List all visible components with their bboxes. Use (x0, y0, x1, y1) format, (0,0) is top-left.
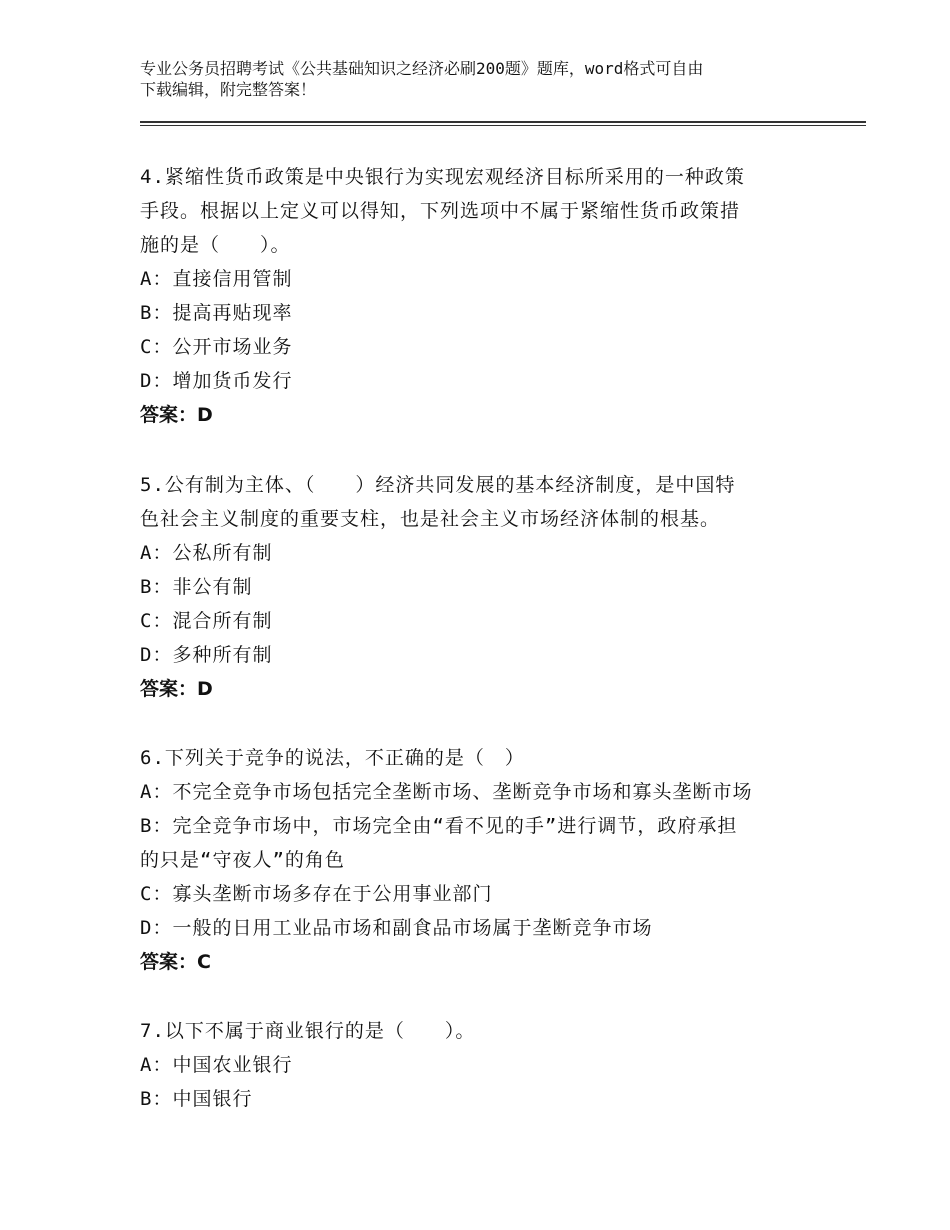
option-d: D：增加货币发行 (140, 370, 293, 392)
option-c: C：混合所有制 (140, 610, 273, 632)
header-divider (140, 121, 866, 123)
option-b: B：提高再贴现率 (140, 302, 293, 324)
option-b: B：中国银行 (140, 1088, 253, 1110)
question-stem-line: 4.紧缩性货币政策是中央银行为实现宏观经济目标所采用的一种政策 (140, 166, 745, 188)
question-4 (140, 160, 820, 432)
option-a: A：不完全竞争市场包括完全垄断市场、垄断竞争市场和寡头垄断市场 (140, 781, 753, 803)
question-6 (140, 741, 820, 979)
option-a: A：中国农业银行 (140, 1054, 293, 1076)
option-a: A：公私所有制 (140, 542, 273, 564)
option-d: D：多种所有制 (140, 644, 273, 666)
question-stem-line: 施的是（ ）。 (140, 234, 291, 256)
option-b: B：完全竞争市场中，市场完全由“看不见的手”进行调节，政府承担 (140, 815, 738, 837)
question-stem-line: 5.公有制为主体、（ ）经济共同发展的基本经济制度，是中国特 (140, 474, 736, 496)
option-c: C：公开市场业务 (140, 336, 293, 358)
option-b: B：非公有制 (140, 576, 253, 598)
answer-label: 答案：C (140, 951, 211, 973)
question-stem-line: 6.下列关于竞争的说法，不正确的是（ ） (140, 747, 525, 769)
document-header (140, 58, 820, 100)
question-stem-line: 手段。根据以上定义可以得知，下列选项中不属于紧缩性货币政策措 (140, 200, 741, 222)
option-a: A：直接信用管制 (140, 268, 293, 290)
question-5 (140, 468, 820, 706)
question-7 (140, 1014, 820, 1116)
header-line-1: 专业公务员招聘考试《公共基础知识之经济必刷200题》题库，word格式可自由 (140, 59, 704, 78)
answer-label: 答案：D (140, 678, 213, 700)
option-c: C：寡头垄断市场多存在于公用事业部门 (140, 883, 493, 905)
question-stem-line: 7.以下不属于商业银行的是（ ）。 (140, 1020, 476, 1042)
option-d: D：一般的日用工业品市场和副食品市场属于垄断竞争市场 (140, 917, 653, 939)
question-stem-line: 色社会主义制度的重要支柱，也是社会主义市场经济体制的根基。 (140, 508, 721, 530)
option-b-continued: 的只是“守夜人”的角色 (140, 849, 345, 871)
answer-label: 答案：D (140, 404, 213, 426)
header-divider-thin (140, 125, 866, 126)
header-line-2: 下载编辑，附完整答案！ (140, 80, 317, 99)
